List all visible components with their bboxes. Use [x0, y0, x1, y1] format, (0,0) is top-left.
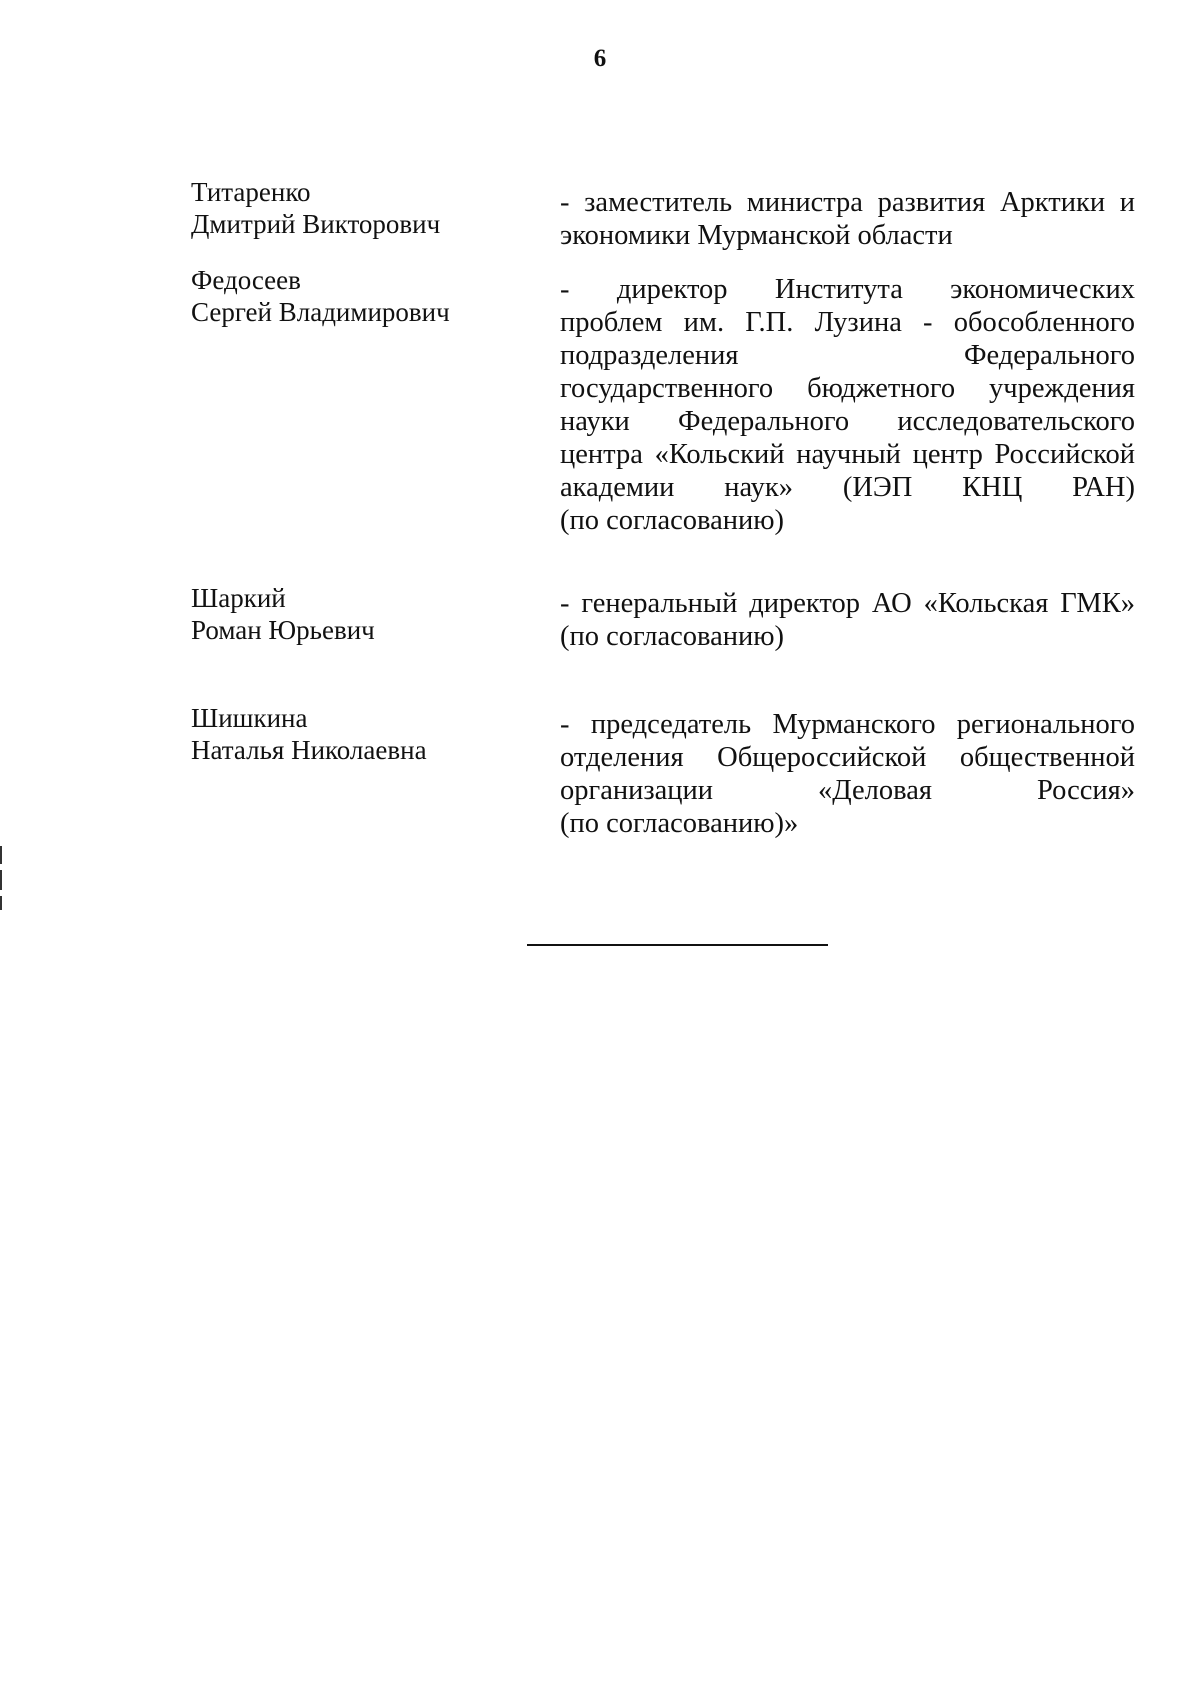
member-surname: Шишкина [191, 703, 308, 733]
position-line: экономики Мурманской области [560, 220, 953, 251]
scan-edge-mark [0, 896, 2, 910]
page-number: 6 [593, 45, 607, 72]
position-line: государственного бюджетного учреждения [560, 373, 1135, 404]
member-name [191, 264, 521, 328]
member-surname: Титаренко [191, 177, 311, 207]
position-line: организации «Деловая Россия» [560, 775, 1135, 806]
member-position [560, 186, 1135, 252]
position-line: - председатель Мурманского регионального [560, 709, 1135, 740]
end-separator-line [527, 944, 828, 946]
member-name [191, 176, 521, 240]
scan-edge-mark [0, 846, 2, 864]
position-line: - директор Института экономических [560, 274, 1135, 305]
member-given-name: Сергей Владимирович [191, 297, 450, 327]
position-line: центра «Кольский научный центр Российской [560, 439, 1135, 470]
member-position [560, 273, 1135, 537]
position-line: проблем им. Г.П. Лузина - обособленного [560, 307, 1135, 338]
member-given-name: Роман Юрьевич [191, 615, 375, 645]
position-line: - генеральный директор АО «Кольская ГМК» [560, 588, 1135, 619]
scan-edge-mark [0, 870, 2, 890]
position-line: (по согласованию)» [560, 808, 799, 839]
position-line: (по согласованию) [560, 505, 785, 536]
member-given-name: Наталья Николаевна [191, 735, 427, 765]
member-position [560, 587, 1135, 653]
position-line: академии наук» (ИЭП КНЦ РАН) [560, 472, 1135, 503]
member-position [560, 708, 1135, 840]
position-line: - заместитель министра развития Арктики и [560, 187, 1135, 218]
member-name [191, 702, 521, 766]
position-line: науки Федерального исследовательского [560, 406, 1135, 437]
member-name [191, 582, 521, 646]
position-line: подразделения Федерального [560, 340, 1135, 371]
member-surname: Федосеев [191, 265, 301, 295]
member-surname: Шаркий [191, 583, 286, 613]
member-given-name: Дмитрий Викторович [191, 209, 441, 239]
position-line: (по согласованию) [560, 621, 785, 652]
position-line: отделения Общероссийской общественной [560, 742, 1135, 773]
